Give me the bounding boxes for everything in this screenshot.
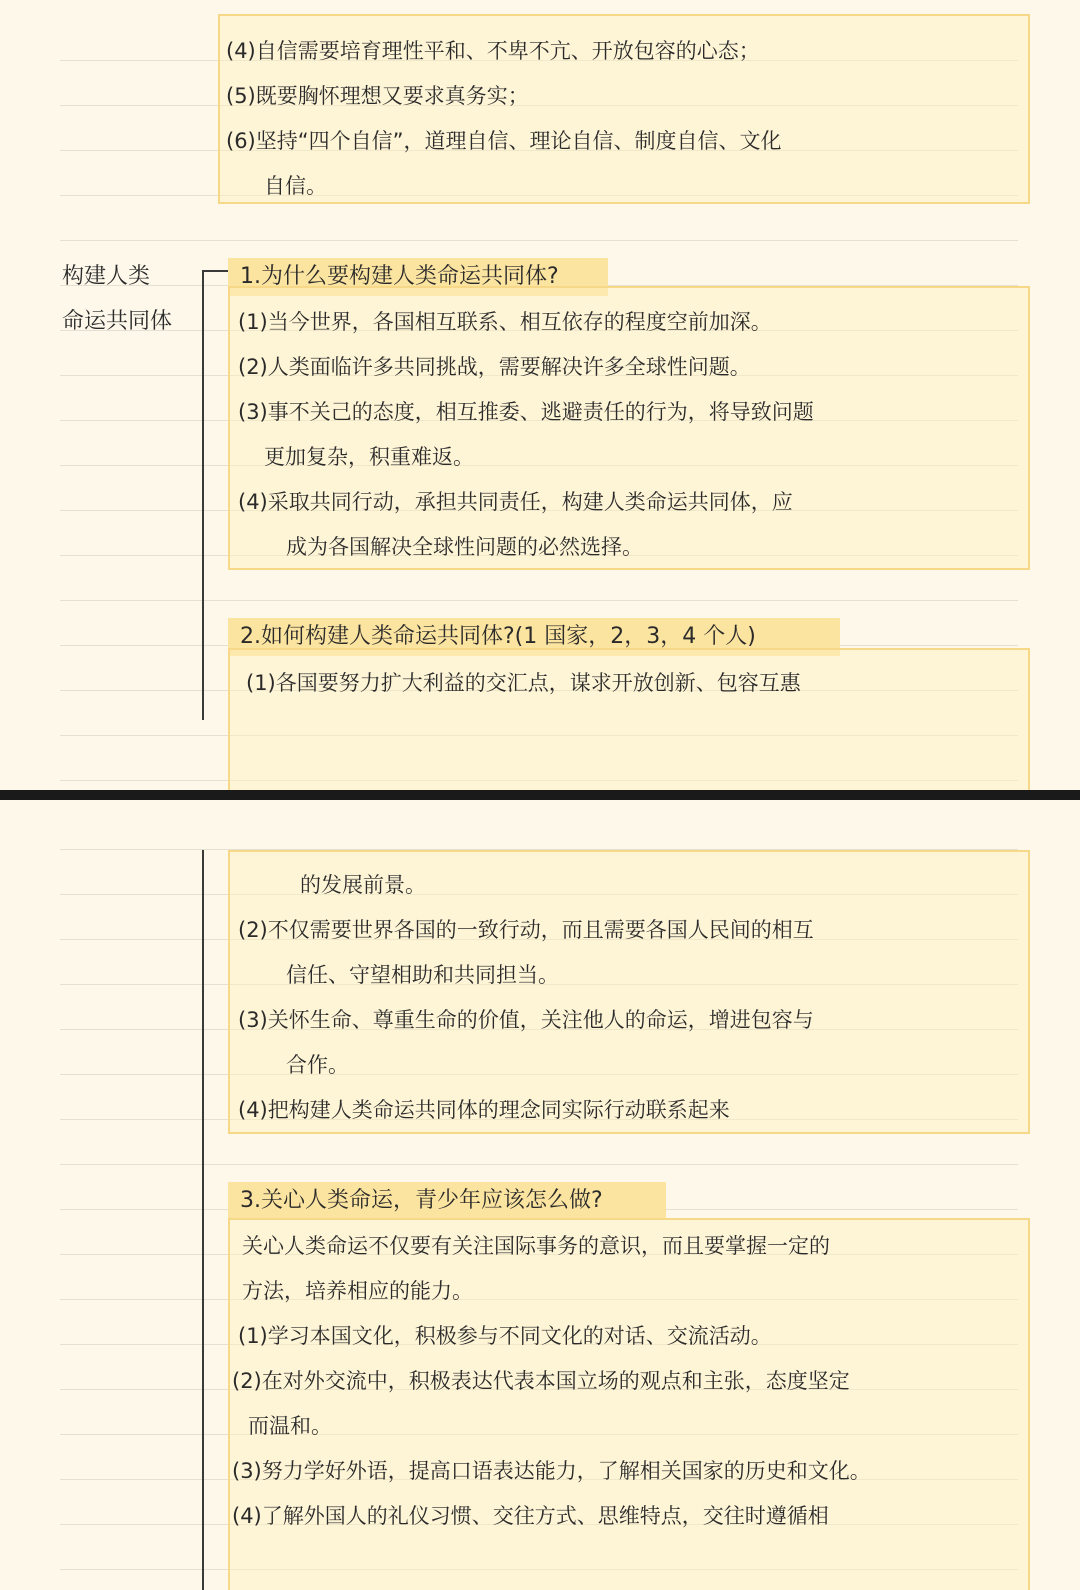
note-line: (2)不仅需要世界各国的一致行动，而且需要各国人民间的相互 [238, 918, 814, 942]
note-line: (6)坚持“四个自信”，道理自信、理论自信、制度自信、文化 [226, 129, 782, 153]
section-heading-3: 3.关心人类命运，青少年应该怎么做? [228, 1182, 666, 1220]
section-heading-2: 2.如何构建人类命运共同体?(1 国家，2，3，4 个人) [228, 618, 840, 656]
note-line: 信任、守望相助和共同担当。 [286, 963, 559, 987]
note-line: (3)关怀生命、尊重生命的价值，关注他人的命运，增进包容与 [238, 1008, 814, 1032]
note-line: 合作。 [286, 1053, 349, 1077]
left-margin [0, 800, 60, 1590]
side-label: 构建人类 [62, 264, 151, 289]
note-page-top [0, 0, 1080, 790]
bracket-vertical-line [202, 270, 204, 720]
note-line: (5)既要胸怀理想又要求真务实； [226, 84, 529, 108]
note-line: 关心人类命运不仅要有关注国际事务的意识，而且要掌握一定的 [242, 1234, 830, 1258]
note-line: 更加复杂，积重难返。 [264, 445, 474, 469]
note-line: 方法，培养相应的能力。 [242, 1279, 473, 1303]
side-label: 命运共同体 [62, 309, 173, 334]
note-line: 的发展前景。 [300, 873, 426, 897]
note-line: (3)努力学好外语，提高口语表达能力，了解相关国家的历史和文化。 [232, 1459, 871, 1483]
note-line: 而温和。 [248, 1414, 332, 1438]
note-line: 成为各国解决全球性问题的必然选择。 [286, 535, 643, 559]
page-divider [0, 790, 1080, 800]
bracket-vertical-line [202, 850, 204, 1590]
note-line: (1)当今世界，各国相互联系、相互依存的程度空前加深。 [238, 310, 772, 334]
note-line: (4)采取共同行动，承担共同责任，构建人类命运共同体，应 [238, 490, 793, 514]
left-margin [0, 0, 60, 790]
note-line: (2)在对外交流中，积极表达代表本国立场的观点和主张，态度坚定 [232, 1369, 850, 1393]
note-line: 自信。 [264, 174, 327, 198]
note-line: (2)人类面临许多共同挑战，需要解决许多全球性问题。 [238, 355, 751, 379]
note-line: (3)事不关己的态度，相互推委、逃避责任的行为，将导致问题 [238, 400, 814, 424]
note-line: (4)把构建人类命运共同体的理念同实际行动联系起来 [238, 1098, 730, 1122]
note-page-bottom [0, 800, 1080, 1590]
note-line: (1)学习本国文化，积极参与不同文化的对话、交流活动。 [238, 1324, 772, 1348]
bracket-horizontal-line [202, 270, 228, 272]
note-line: (4)自信需要培育理性平和、不卑不亢、开放包容的心态； [226, 39, 760, 63]
note-line: (4)了解外国人的礼仪习惯、交往方式、思维特点，交往时遵循相 [232, 1504, 829, 1528]
note-line: (1)各国要努力扩大利益的交汇点，谋求开放创新、包容互惠 [246, 671, 801, 695]
section-heading-1: 1.为什么要构建人类命运共同体? [228, 258, 608, 296]
